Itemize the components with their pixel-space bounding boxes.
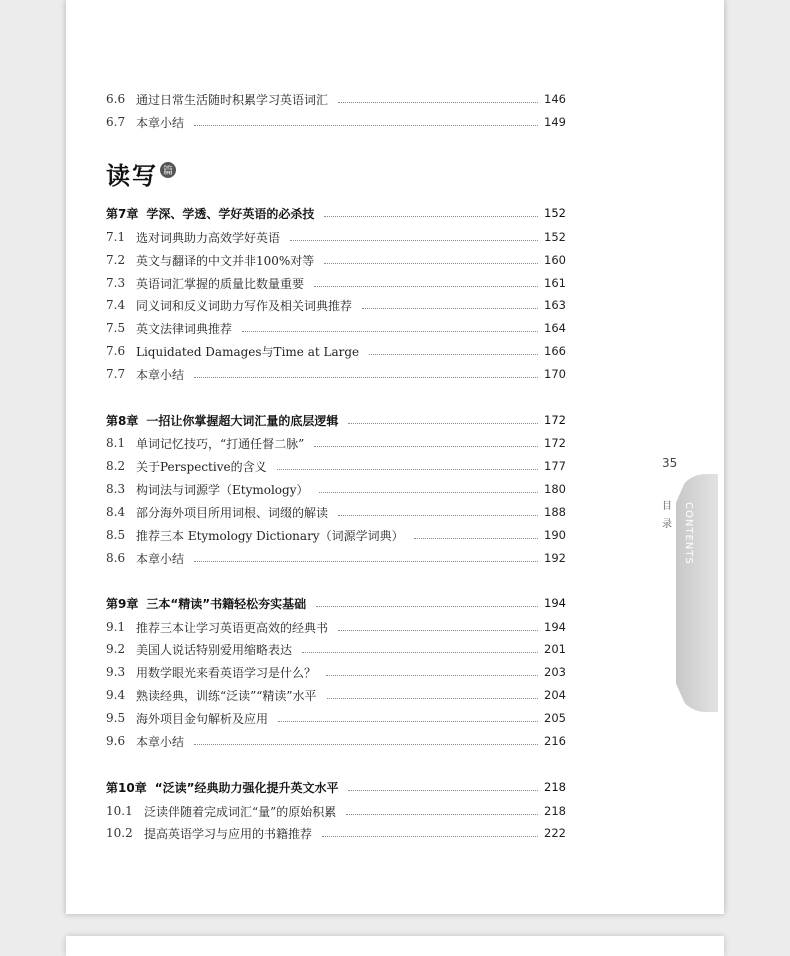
entry-title: 本章小结 (136, 115, 185, 130)
chapter-page: 194 (544, 596, 566, 610)
toc-entry-9-2[interactable] (106, 639, 566, 659)
entry-page: 177 (544, 459, 566, 473)
dot-leader (302, 652, 538, 653)
dot-leader (290, 240, 538, 241)
part-badge: 篇 (160, 162, 176, 178)
toc-entry-9-1[interactable] (106, 617, 566, 637)
entry-number: 9.5 (106, 711, 126, 725)
dot-leader (316, 606, 538, 607)
chapter-number: 第9章 (106, 596, 139, 611)
dot-leader (338, 630, 538, 631)
entry-number: 7.1 (106, 230, 126, 244)
entry-number: 7.3 (106, 276, 126, 290)
entry-title: 本章小结 (136, 734, 185, 749)
toc-entry-8-6[interactable] (106, 548, 566, 568)
toc-entry-6-6[interactable] (106, 89, 566, 109)
chapter-number: 第10章 (106, 780, 147, 795)
entry-number: 6.7 (106, 115, 126, 129)
toc-chapter-10[interactable] (106, 777, 566, 797)
entry-title: 用数学眼光来看英语学习是什么？ (136, 665, 317, 680)
entry-title: 美国人说话特别爱用缩略表达 (136, 642, 293, 657)
dot-leader (194, 125, 538, 126)
dot-leader (346, 814, 538, 815)
entry-number: 8.1 (106, 436, 126, 450)
entry-page: 218 (544, 804, 566, 818)
chapter-page: 172 (544, 413, 566, 427)
entry-page: 203 (544, 665, 566, 679)
entry-title: 英文与翻译的中文并非100%对等 (136, 253, 315, 268)
toc-entry-8-3[interactable] (106, 479, 566, 499)
entry-title: 部分海外项目所用词根、词缀的解读 (136, 505, 329, 520)
entry-page: 160 (544, 253, 566, 267)
entry-page: 194 (544, 620, 566, 634)
toc-entry-10-1[interactable] (106, 801, 566, 821)
entry-number: 7.2 (106, 253, 126, 267)
entry-title: 本章小结 (136, 551, 185, 566)
dot-leader (242, 331, 538, 332)
entry-title: 提高英语学习与应用的书籍推荐 (144, 826, 313, 841)
entry-number: 8.5 (106, 528, 126, 542)
entry-page: 163 (544, 298, 566, 312)
chapter-title: 学深、学透、学好英语的必杀技 (146, 206, 315, 221)
dot-leader (319, 492, 539, 493)
toc-chapter-9[interactable] (106, 593, 566, 613)
toc-entry-7-6[interactable] (106, 341, 566, 361)
chapter-title: 三本“精读”书籍轻松夯实基础 (146, 596, 307, 611)
toc-chapter-7[interactable] (106, 203, 566, 223)
entry-page: 166 (544, 344, 566, 358)
entry-number: 10.1 (106, 804, 133, 818)
table-of-contents (106, 0, 566, 914)
toc-entry-8-2[interactable] (106, 456, 566, 476)
dot-leader (369, 354, 538, 355)
entry-title: 关于Perspective的含义 (136, 459, 267, 474)
dot-leader (324, 216, 538, 217)
entry-title: 熟读经典，训练“泛读”“精读”水平 (136, 688, 317, 703)
entry-page: 164 (544, 321, 566, 335)
dot-leader (314, 286, 538, 287)
dot-leader (348, 423, 538, 424)
dot-leader (327, 698, 538, 699)
chapter-title: 一招让你掌握超大词汇量的底层逻辑 (146, 413, 339, 428)
dot-leader (277, 469, 538, 470)
entry-title: 推荐三本 Etymology Dictionary（词源学词典） (136, 528, 404, 543)
chapter-title: “泛读”经典助力强化提升英文水平 (154, 780, 339, 795)
entry-title: 推荐三本让学习英语更高效的经典书 (136, 620, 329, 635)
entry-title: 通过日常生活随时积累学习英语词汇 (136, 92, 329, 107)
toc-entry-8-5[interactable] (106, 525, 566, 545)
entry-page: 205 (544, 711, 566, 725)
chapter-page: 218 (544, 780, 566, 794)
entry-page: 190 (544, 528, 566, 542)
entry-title: 英语词汇掌握的质量比数量重要 (136, 276, 305, 291)
dot-leader (338, 515, 538, 516)
dot-leader (278, 721, 538, 722)
chapter-number: 第7章 (106, 206, 139, 221)
entry-title: 本章小结 (136, 367, 185, 382)
entry-title: 单词记忆技巧，“打通任督二脉” (136, 436, 305, 451)
part-title: 读写 (106, 161, 158, 190)
entry-number: 9.6 (106, 734, 126, 748)
entry-number: 7.5 (106, 321, 126, 335)
entry-number: 8.3 (106, 482, 126, 496)
entry-number: 9.3 (106, 665, 126, 679)
toc-entry-10-2[interactable] (106, 823, 566, 843)
toc-entry-9-3[interactable] (106, 662, 566, 682)
entry-number: 6.6 (106, 92, 126, 106)
dot-leader (194, 377, 538, 378)
entry-title: 选对词典助力高效学好英语 (136, 230, 281, 245)
toc-entry-9-5[interactable] (106, 708, 566, 728)
entry-title: 泛读伴随着完成词汇“量”的原始积累 (144, 804, 337, 819)
entry-title: 同义词和反义词助力写作及相关词典推荐 (136, 298, 353, 313)
dot-leader (194, 561, 538, 562)
entry-title: Liquidated Damages与Time at Large (136, 344, 360, 359)
entry-number: 7.4 (106, 298, 126, 312)
entry-page: 180 (544, 482, 566, 496)
entry-number: 9.1 (106, 620, 126, 634)
entry-page: 149 (544, 115, 566, 129)
entry-number: 7.6 (106, 344, 126, 358)
chapter-page: 152 (544, 206, 566, 220)
toc-entry-6-7[interactable] (106, 112, 566, 132)
entry-number: 8.6 (106, 551, 126, 565)
entry-page: 161 (544, 276, 566, 290)
mulu-label: 目录 (662, 501, 672, 530)
toc-entry-7-1[interactable] (106, 227, 566, 247)
dot-leader (324, 263, 538, 264)
dot-leader (326, 675, 538, 676)
entry-page: 222 (544, 826, 566, 840)
dot-leader (322, 836, 538, 837)
dot-leader (338, 102, 538, 103)
entry-title: 英文法律词典推荐 (136, 321, 233, 336)
entry-title: 海外项目金句解析及应用 (136, 711, 269, 726)
toc-entry-7-2[interactable] (106, 250, 566, 270)
entry-page: 146 (544, 92, 566, 106)
entry-page: 201 (544, 642, 566, 656)
toc-entry-7-5[interactable] (106, 318, 566, 338)
entry-page: 192 (544, 551, 566, 565)
entry-page: 152 (544, 230, 566, 244)
entry-title: 构词法与词源学（Etymology） (136, 482, 309, 497)
entry-number: 8.4 (106, 505, 126, 519)
chapter-number: 第8章 (106, 413, 139, 428)
entry-number: 9.4 (106, 688, 126, 702)
entry-number: 8.2 (106, 459, 126, 473)
entry-number: 7.7 (106, 367, 126, 381)
toc-entry-7-4[interactable] (106, 295, 566, 315)
toc-entry-7-7[interactable] (106, 364, 566, 384)
dot-leader (414, 538, 538, 539)
entry-page: 188 (544, 505, 566, 519)
page-number: 35 (662, 456, 678, 470)
toc-entry-9-4[interactable] (106, 685, 566, 705)
contents-label: CONTENTS (683, 502, 694, 565)
dot-leader (362, 308, 538, 309)
dot-leader (314, 446, 538, 447)
entry-page: 170 (544, 367, 566, 381)
entry-page: 204 (544, 688, 566, 702)
next-page-edge (66, 936, 724, 956)
toc-entry-7-3[interactable] (106, 273, 566, 293)
entry-page: 172 (544, 436, 566, 450)
dot-leader (348, 790, 538, 791)
entry-number: 9.2 (106, 642, 126, 656)
part-heading (106, 156, 176, 191)
entry-page: 216 (544, 734, 566, 748)
toc-chapter-8[interactable] (106, 410, 566, 430)
toc-entry-8-4[interactable] (106, 502, 566, 522)
toc-entry-8-1[interactable] (106, 433, 566, 453)
entry-number: 10.2 (106, 826, 133, 840)
toc-entry-9-6[interactable] (106, 731, 566, 751)
dot-leader (194, 744, 538, 745)
